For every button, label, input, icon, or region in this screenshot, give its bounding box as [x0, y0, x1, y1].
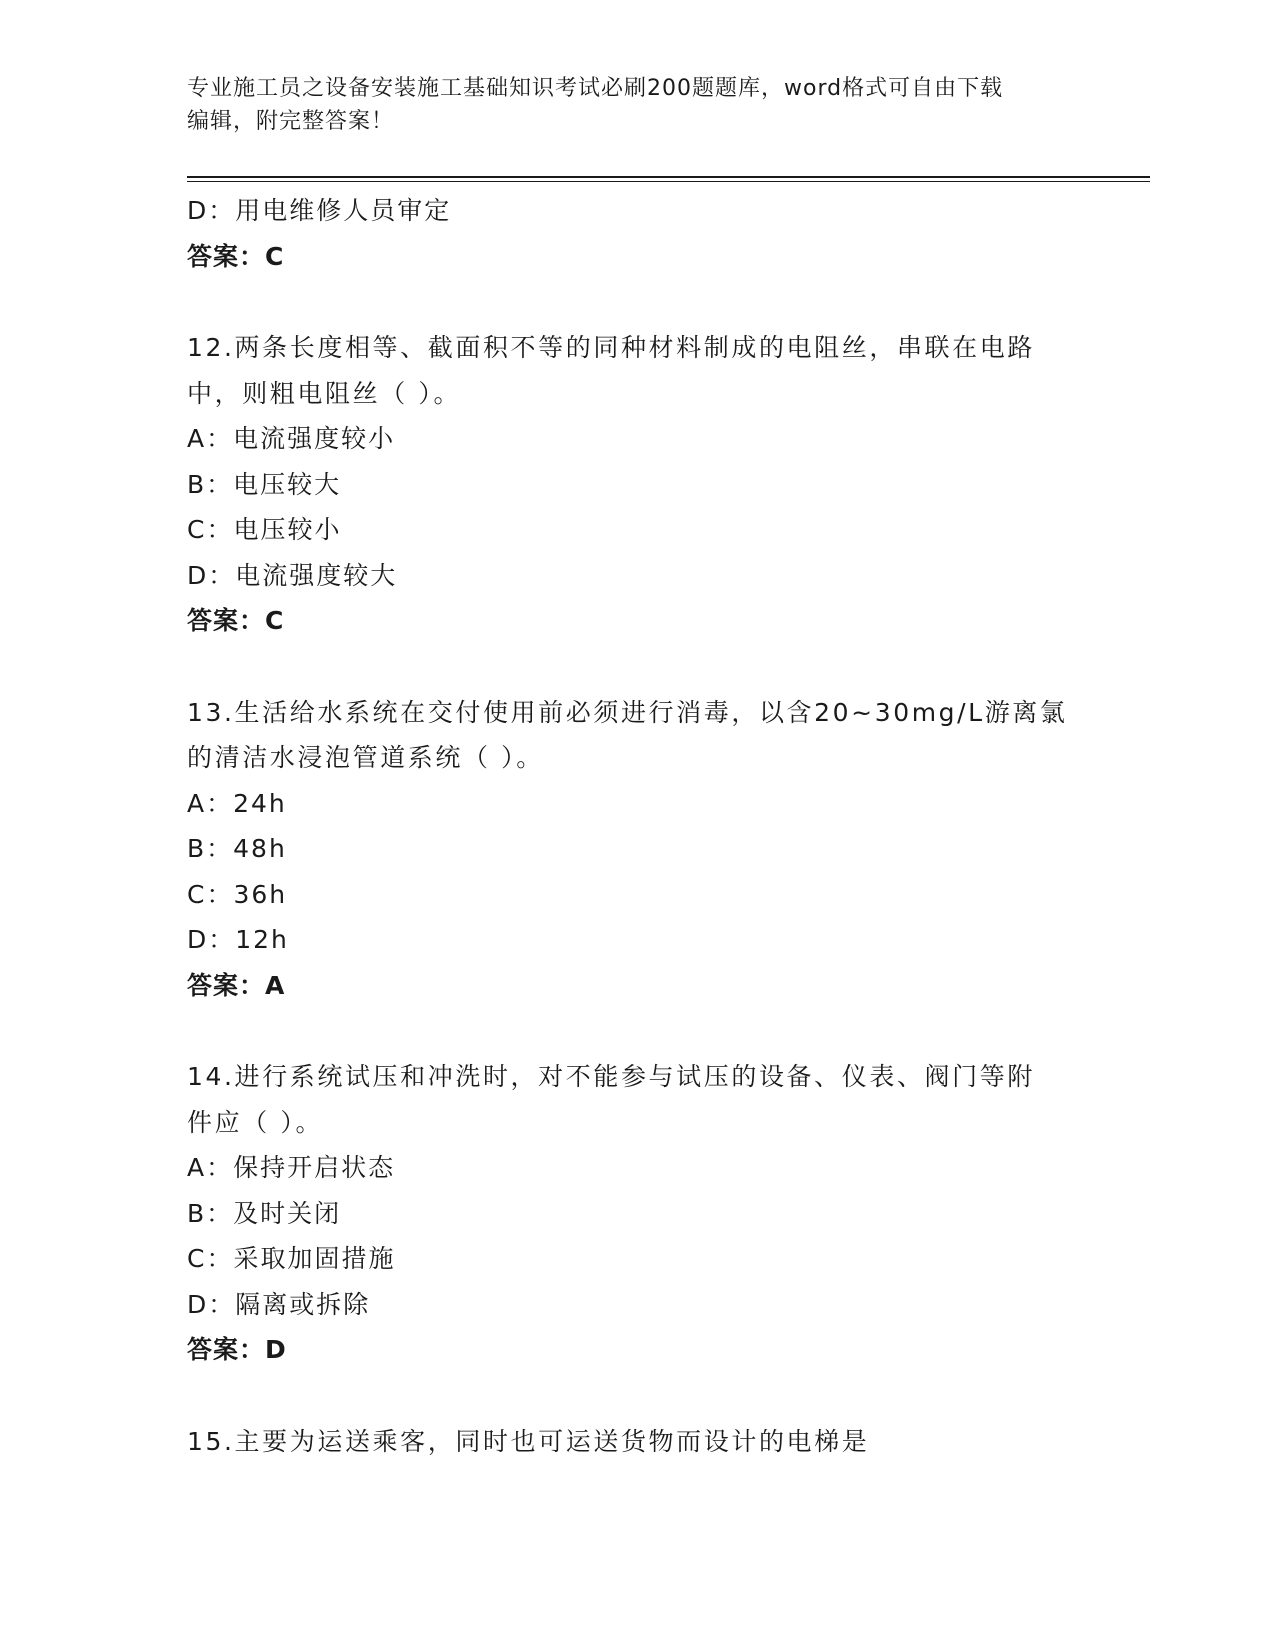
spacer [187, 644, 1087, 690]
option-d: D：电流强度较大 [187, 560, 398, 590]
answer-line: 答案：A [187, 970, 286, 1000]
option-c: C：电压较小 [187, 515, 342, 544]
option-b: B：电压较大 [187, 469, 342, 499]
header-divider-thin [187, 181, 1150, 182]
question-text-line-1: 12.两条长度相等、截面积不等的同种材料制成的电阻丝，串联在电路 [187, 333, 1035, 362]
spacer [187, 1373, 1087, 1419]
spacer [187, 279, 1087, 325]
question-text-line-2: 件应（ ）。 [187, 1107, 324, 1137]
option-b: B：48h [187, 834, 287, 863]
question-15 [187, 1419, 1087, 1465]
previous-question-tail [187, 188, 1087, 279]
document-header [187, 72, 1087, 138]
option-a: A：24h [187, 788, 287, 818]
answer-line: 答案：C [187, 606, 285, 635]
header-title-line-1: 专业施工员之设备安装施工基础知识考试必刷200题题库，word格式可自由下载 [187, 76, 1004, 101]
option-c: C：采取加固措施 [187, 1244, 396, 1273]
question-12 [187, 325, 1087, 644]
question-text-line-2: 中，则粗电阻丝（ ）。 [187, 378, 462, 408]
option-d: D：用电维修人员审定 [187, 196, 452, 225]
option-d: D：隔离或拆除 [187, 1289, 371, 1319]
question-text-line-1: 14.进行系统试压和冲洗时，对不能参与试压的设备、仪表、阀门等附 [187, 1062, 1035, 1091]
option-b: B：及时关闭 [187, 1198, 342, 1228]
option-a: A：保持开启状态 [187, 1153, 396, 1182]
header-divider-thick [187, 176, 1150, 178]
option-a: A：电流强度较小 [187, 424, 396, 453]
question-14 [187, 1054, 1087, 1373]
question-13 [187, 690, 1087, 1009]
question-list [187, 188, 1087, 1464]
option-c: C：36h [187, 879, 288, 909]
option-d: D：12h [187, 925, 289, 954]
question-text-line-2: 的清洁水浸泡管道系统（ ）。 [187, 743, 544, 772]
header-title-line-2: 编辑，附完整答案！ [187, 109, 395, 134]
question-text-line-1: 15.主要为运送乘客，同时也可运送货物而设计的电梯是 [187, 1426, 870, 1456]
question-text-line-1: 13.生活给水系统在交付使用前必须进行消毒，以含20~30mg/L游离氯 [187, 697, 1068, 727]
answer-line: 答案：C [187, 241, 285, 271]
answer-line: 答案：D [187, 1335, 287, 1364]
spacer [187, 1008, 1087, 1054]
